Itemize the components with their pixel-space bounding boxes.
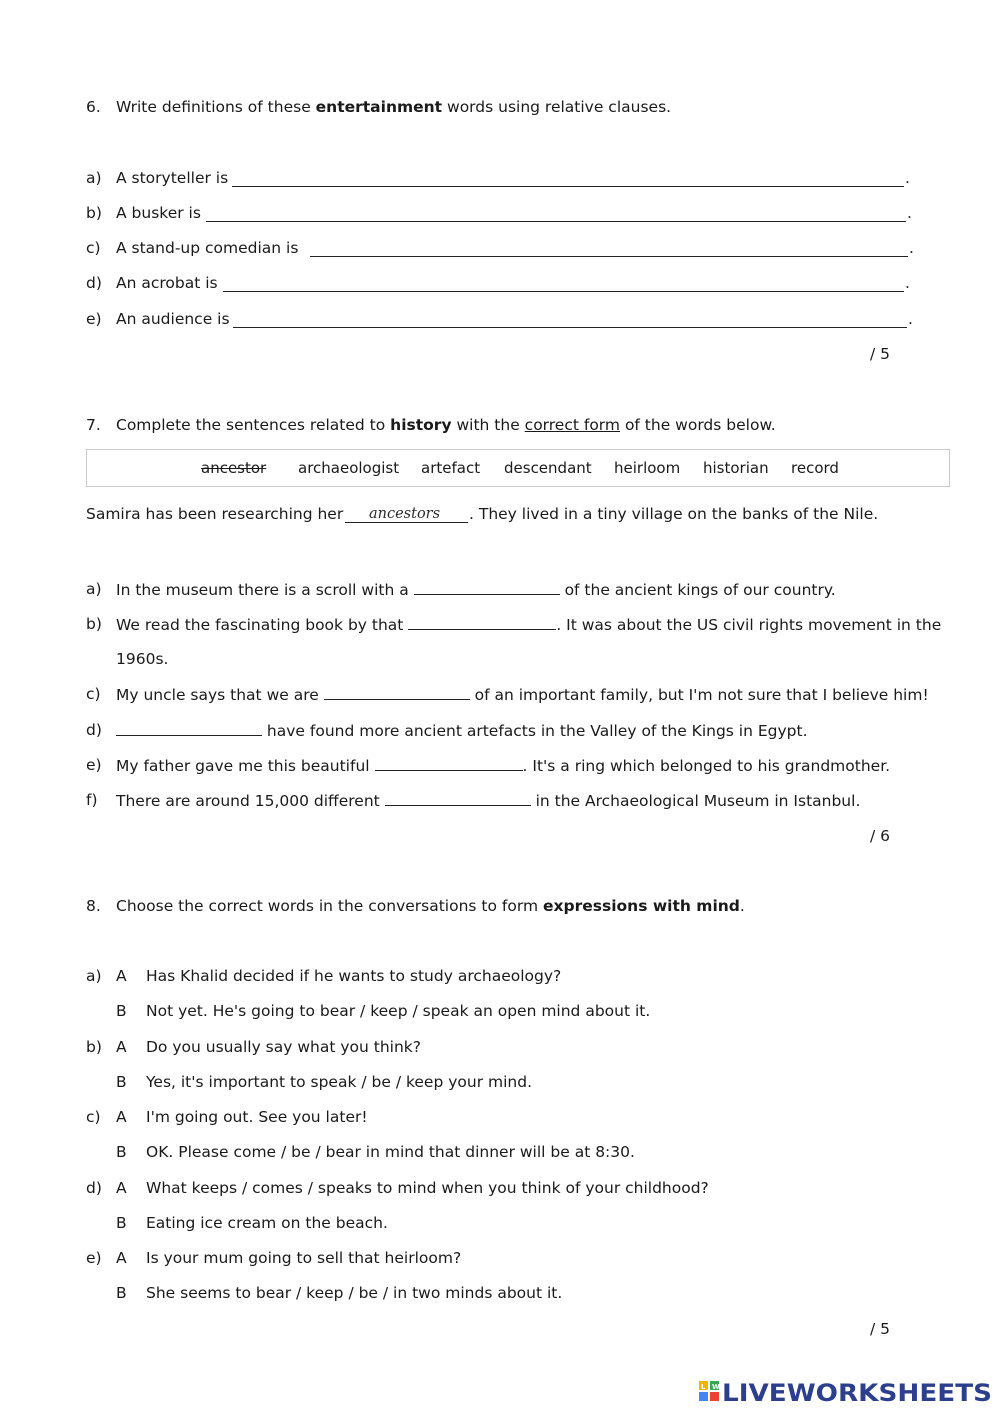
speaker-b: B [116, 1214, 127, 1232]
item-sentence: There are around 15,000 different in the Archaeological Museum in Istanbul. [116, 792, 861, 810]
word-bank-item: ancestor [201, 459, 267, 477]
speaker-b: B [116, 1284, 127, 1302]
section-6-instruction: Write definitions of these entertainment words using relative clauses. [116, 98, 672, 116]
speaker-b-line[interactable]: Not yet. He's going to bear / keep / speak an open mind about it. [146, 1002, 651, 1020]
section-7-number: 7. [86, 416, 101, 434]
item-label: c) [86, 239, 101, 257]
answer-blank[interactable] [116, 721, 262, 736]
item-label: b) [86, 204, 102, 222]
logo-text: LIVEWORKSHEETS [722, 1379, 992, 1407]
speaker-b-line[interactable]: Yes, it's important to speak / be / keep your mind. [146, 1073, 533, 1091]
item-label: e) [86, 1249, 102, 1267]
item-sentence: My uncle says that we are of an important family, but I'm not sure that I believe him! [116, 686, 929, 704]
item-label: c) [86, 685, 101, 703]
item-label: a) [86, 580, 102, 598]
item-sentence-continued: 1960s. [116, 650, 169, 668]
answer-blank[interactable] [206, 221, 906, 222]
speaker-a-line: Has Khalid decided if he wants to study archaeology? [146, 967, 562, 985]
example-sentence-start: Samira has been researching her [86, 505, 344, 523]
item-label: b) [86, 1038, 102, 1056]
section-7-score: / 6 [870, 827, 891, 845]
item-label: f) [86, 791, 98, 809]
liveworksheets-logo-graphic [699, 1378, 994, 1408]
item-sentence: My father gave me this beautiful . It's a ring which belonged to his grandmother. [116, 757, 891, 775]
speaker-b: B [116, 1143, 127, 1161]
item-label: a) [86, 967, 102, 985]
item-sentence: We read the fascinating book by that . It was about the US civil rights movement in the [116, 616, 942, 634]
speaker-b-line[interactable]: OK. Please come / be / bear in mind that dinner will be at 8:30. [146, 1143, 635, 1161]
answer-blank[interactable] [408, 615, 556, 630]
speaker-a-line: Do you usually say what you think? [146, 1038, 422, 1056]
word-bank-item: descendant [504, 459, 592, 477]
speaker-a: A [116, 1038, 127, 1056]
speaker-b: B [116, 1002, 127, 1020]
answer-blank[interactable] [324, 685, 470, 700]
item-prompt: A busker is [116, 204, 201, 222]
section-8-instruction: Choose the correct words in the conversations to form expressions with mind. [116, 897, 745, 915]
item-label: d) [86, 274, 102, 292]
speaker-b: B [116, 1073, 127, 1091]
example-answer-line [345, 522, 468, 523]
item-sentence: In the museum there is a scroll with a of the ancient kings of our country. [116, 581, 836, 599]
item-prompt: A storyteller is [116, 169, 229, 187]
item-prompt: A stand-up comedian is [116, 239, 299, 257]
period: . [909, 239, 914, 257]
answer-blank[interactable] [385, 791, 531, 806]
example-sentence-end: . They lived in a tiny village on the banks of the Nile. [469, 505, 879, 523]
word-bank-item: historian [703, 459, 769, 477]
speaker-a: A [116, 1108, 127, 1126]
word-bank-item: archaeologist [298, 459, 400, 477]
section-6-score: / 5 [870, 345, 891, 363]
answer-blank[interactable] [414, 580, 560, 595]
answer-blank[interactable] [310, 256, 908, 257]
item-label: b) [86, 615, 102, 633]
item-label: d) [86, 1179, 102, 1197]
speaker-b-line: Eating ice cream on the beach. [146, 1214, 388, 1232]
word-bank-item: record [791, 459, 839, 477]
svg-text:L: L [701, 1383, 706, 1391]
item-prompt: An audience is [116, 310, 230, 328]
period: . [905, 274, 910, 292]
speaker-a-line: I'm going out. See you later! [146, 1108, 368, 1126]
liveworksheets-logo[interactable] [699, 1378, 994, 1408]
speaker-a: A [116, 1249, 127, 1267]
word-bank-item: heirloom [614, 459, 681, 477]
speaker-a-line: Is your mum going to sell that heirloom? [146, 1249, 462, 1267]
answer-blank[interactable] [223, 291, 904, 292]
item-prompt: An acrobat is [116, 274, 218, 292]
example-answer: ancestors [369, 506, 441, 522]
period: . [905, 169, 910, 187]
section-8-score: / 5 [870, 1320, 891, 1338]
item-label: d) [86, 721, 102, 739]
item-sentence: have found more ancient artefacts in the Valley of the Kings in Egypt. [116, 721, 808, 740]
word-bank [86, 449, 950, 487]
speaker-b-line[interactable]: She seems to bear / keep / be / in two minds about it. [146, 1284, 563, 1302]
speaker-a: A [116, 967, 127, 985]
answer-blank[interactable] [232, 186, 904, 187]
section-8-number: 8. [86, 897, 101, 915]
word-bank-item: artefact [421, 459, 481, 477]
period: . [907, 204, 912, 222]
answer-blank[interactable] [233, 327, 907, 328]
speaker-a: A [116, 1179, 127, 1197]
section-6-number: 6. [86, 98, 101, 116]
period: . [908, 310, 913, 328]
item-label: c) [86, 1108, 101, 1126]
section-7-instruction: Complete the sentences related to history with the correct form of the words below. [116, 416, 776, 434]
item-label: e) [86, 310, 102, 328]
item-label: e) [86, 756, 102, 774]
svg-text:W: W [712, 1383, 720, 1391]
answer-blank[interactable] [375, 756, 523, 771]
speaker-a-line[interactable]: What keeps / comes / speaks to mind when you think of your childhood? [146, 1179, 709, 1197]
item-label: a) [86, 169, 102, 187]
